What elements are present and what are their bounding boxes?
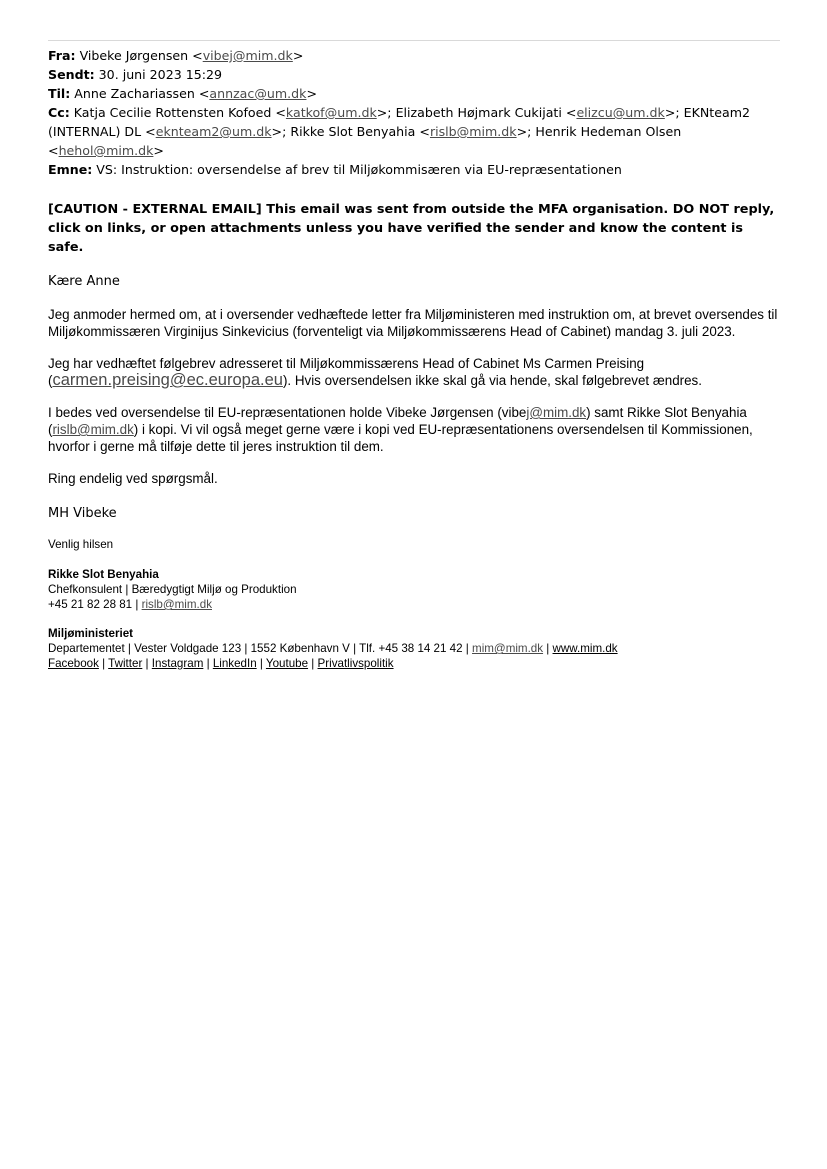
vibeke-email-link[interactable]: j@mim.dk xyxy=(526,405,587,420)
privacy-policy-link[interactable]: Privatlivspolitik xyxy=(317,657,394,670)
cc-recipient-name: EKNteam2 (INTERNAL) DL xyxy=(48,105,750,139)
greeting: Kære Anne xyxy=(48,274,120,289)
body-paragraph-3 xyxy=(48,404,780,455)
sent-line xyxy=(48,65,780,84)
body-text: ). Hvis oversendelsen ikke skal gå via hende, skal følgebrevet ændres. xyxy=(282,373,702,388)
instagram-link[interactable]: Instagram xyxy=(151,657,204,670)
signoff: MH Vibeke xyxy=(48,506,117,521)
cc-recipient-email-link[interactable]: rislb@mim.dk xyxy=(429,124,517,139)
signature-title: Chefkonsulent | Bæredygtigt Miljø og Produktion xyxy=(48,583,297,596)
body-text: ) samt Rikke Slot Benyahia ( xyxy=(48,405,747,437)
signature-separator: | xyxy=(132,598,142,611)
sent-value: 30. juni 2023 15:29 xyxy=(98,67,223,82)
facebook-link[interactable]: Facebook xyxy=(48,657,99,670)
signature-email-link[interactable]: rislb@mim.dk xyxy=(141,598,212,611)
twitter-link[interactable]: Twitter xyxy=(108,657,143,670)
external-email-warning: [CAUTION - EXTERNAL EMAIL] This email was sent from outside the MFA organisation. DO NOT reply, click on links, or open attachments unless you have verified the sender and know the content is safe. xyxy=(48,202,775,255)
from-label: Fra: xyxy=(48,48,76,63)
to-name: Anne Zachariassen xyxy=(74,86,195,101)
from-name: Vibeke Jørgensen xyxy=(79,48,189,63)
carmen-email-link[interactable]: carmen.preising@ec.europa.eu xyxy=(52,371,283,389)
org-website-link[interactable]: www.mim.dk xyxy=(552,642,618,655)
signature-organization xyxy=(48,626,780,671)
cc-label: Cc: xyxy=(48,105,70,120)
regards-line: Venlig hilsen xyxy=(48,538,114,551)
header-divider xyxy=(48,40,780,41)
body-paragraph-2 xyxy=(48,355,780,389)
from-line: Fra: Vibeke Jørgensen <vibej@mim.dk> xyxy=(48,48,304,63)
body-text: ) i kopi. Vi vil også meget gerne være i kopi ved EU-repræsentationens oversendelsen til Kommissionen, hvorfor i gerne må tilføje dette til jeres instruktion til dem. xyxy=(48,422,753,454)
linkedin-link[interactable]: LinkedIn xyxy=(212,657,257,670)
organization-name: Miljøministeriet xyxy=(48,627,134,640)
to-line: Til: Anne Zachariassen <annzac@um.dk> xyxy=(48,86,318,101)
rikke-email-link[interactable]: rislb@mim.dk xyxy=(52,422,134,437)
organization-address: Departementet | Vester Voldgade 123 | 1552 København V | Tlf. +45 38 14 21 42 | mim@mim.dk | www.mim.dk xyxy=(48,642,618,655)
signature-name: Rikke Slot Benyahia xyxy=(48,568,159,581)
cc-recipient-email-link[interactable]: katkof@um.dk xyxy=(285,105,377,120)
cc-recipient-email-link[interactable]: eknteam2@um.dk xyxy=(155,124,272,139)
signature-contact xyxy=(48,597,780,612)
body-text: I bedes ved oversendelse til EU-repræsentationen holde Vibeke Jørgensen (vibe xyxy=(48,405,527,420)
org-email-link[interactable]: mim@mim.dk xyxy=(472,642,544,655)
cc-recipient-name: Rikke Slot Benyahia xyxy=(290,124,416,139)
to-label: Til: xyxy=(48,86,71,101)
cc-recipient-name: Elizabeth Højmark Cukijati xyxy=(395,105,562,120)
email-page xyxy=(48,40,780,671)
cc-line: Cc: Katja Cecilie Rottensten Kofoed <katkof@um.dk>; Elizabeth Højmark Cukijati <elizcu@um.dk>; EKNteam2 (INTERNAL) DL <eknteam2@um.dk>; Rikke Slot Benyahia <rislb@mim.dk>; Henrik Hedeman Olsen <hehol@mim.dk> xyxy=(48,105,750,158)
to-email-link[interactable]: annzac@um.dk xyxy=(209,86,307,101)
address-text: Departementet | Vester Voldgade 123 | 1552 København V | Tlf. +45 38 14 21 42 | xyxy=(48,642,473,655)
body-text: Jeg har vedhæftet følgebrev adresseret til Miljøkommissærens Head of Cabinet Ms Carmen Preising ( xyxy=(48,356,645,388)
cc-recipient-name: Henrik Hedeman Olsen xyxy=(535,124,682,139)
youtube-link[interactable]: Youtube xyxy=(265,657,309,670)
from-email-link[interactable]: vibej@mim.dk xyxy=(202,48,293,63)
cc-recipient-email-link[interactable]: hehol@mim.dk xyxy=(58,143,154,158)
subject-label: Emne: xyxy=(48,162,93,177)
body-paragraph-1: Jeg anmoder hermed om, at i oversender vedhæftede letter fra Miljøministeren med instruktion om, at brevet oversendes til Miljøkommissæren Virginijus Sinkevicius (forventeligt via Miljøkommissærens Head of Cabinet) mandag 3. juli 2023. xyxy=(48,307,778,339)
signature-phone: +45 21 82 28 81 xyxy=(48,598,133,611)
cc-recipient-email-link[interactable]: elizcu@um.dk xyxy=(576,105,665,120)
subject-value: VS: Instruktion: oversendelse af brev til Miljøkommisæren via EU-repræsentationen xyxy=(96,162,622,177)
body-paragraph-4: Ring endelig ved spørgsmål. xyxy=(48,471,218,486)
signature-person xyxy=(48,567,780,612)
email-header xyxy=(48,46,780,179)
social-links: Facebook | Twitter | Instagram | LinkedIn | Youtube | Privatlivspolitik xyxy=(48,657,394,670)
subject-line xyxy=(48,160,780,179)
sent-label: Sendt: xyxy=(48,67,95,82)
cc-recipient-name: Katja Cecilie Rottensten Kofoed xyxy=(73,105,272,120)
